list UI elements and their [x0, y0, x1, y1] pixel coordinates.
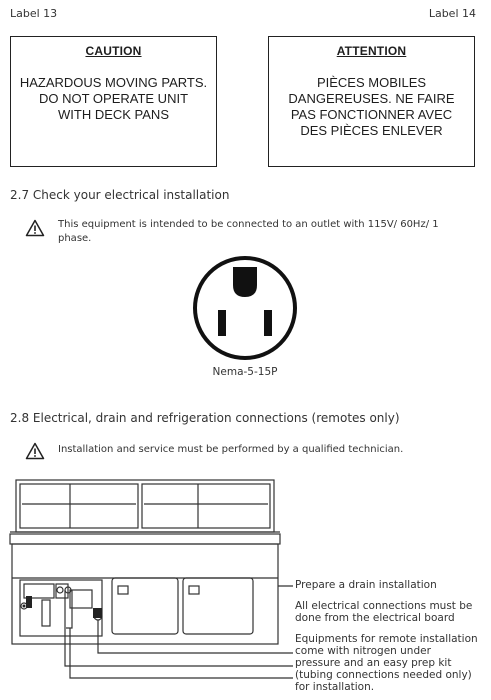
- attention-title: ATTENTION: [336, 44, 407, 58]
- attention-label-box: [268, 36, 475, 167]
- caution-line: WITH DECK PANS: [58, 107, 169, 122]
- caution-line: DO NOT OPERATE UNIT: [38, 91, 189, 106]
- nema-outlet-icon: [192, 255, 298, 361]
- annotation-drain: [295, 579, 437, 591]
- plug-caption: Nema-5-15P: [212, 366, 278, 378]
- electrical-note: [58, 218, 439, 246]
- label-13: Label 13: [10, 7, 58, 20]
- electrical-note-line: This equipment is intended to be connected to an outlet with 115V/ 60Hz/ 1: [58, 219, 439, 230]
- warning-triangle-icon: [25, 442, 45, 460]
- technician-note: Installation and service must be performed by a qualified technician.: [58, 444, 404, 455]
- attention-line: PIÈCES MOBILES: [316, 75, 427, 90]
- caution-text: [11, 75, 216, 123]
- attention-text: [269, 75, 474, 139]
- section-heading-2-8: 2.8 Electrical, drain and refrigeration connections (remotes only): [10, 411, 400, 425]
- annotation-line: done from the electrical board: [295, 612, 455, 624]
- section-heading-2-7: 2.7 Check your electrical installation: [10, 188, 230, 202]
- annotation-line: for installation.: [295, 681, 375, 693]
- label-14: Label 14: [428, 7, 476, 20]
- annotation-line: pressure and an easy prep kit: [295, 657, 452, 669]
- attention-line: DANGEREUSES. NE FAIRE: [288, 91, 455, 106]
- annotation-line: All electrical connections must be: [295, 600, 473, 612]
- annotation-line: Equipments for remote installation: [295, 633, 478, 645]
- annotation-remote-installation: [295, 633, 478, 693]
- annotation-electrical: [295, 600, 472, 624]
- attention-line: DES PIÈCES ENLEVER: [300, 123, 443, 138]
- annotation-line: Prepare a drain installation: [295, 579, 437, 591]
- annotation-line: (tubing connections needed only): [295, 669, 472, 681]
- caution-title: CAUTION: [85, 44, 142, 58]
- electrical-note-line: phase.: [58, 233, 92, 244]
- caution-label-box: [10, 36, 217, 167]
- annotation-line: come with nitrogen under: [295, 645, 431, 657]
- attention-line: PAS FONCTIONNER AVEC: [290, 107, 453, 122]
- caution-line: HAZARDOUS MOVING PARTS.: [19, 75, 208, 90]
- display-case-illustration: [8, 478, 293, 698]
- warning-triangle-icon: [25, 219, 45, 237]
